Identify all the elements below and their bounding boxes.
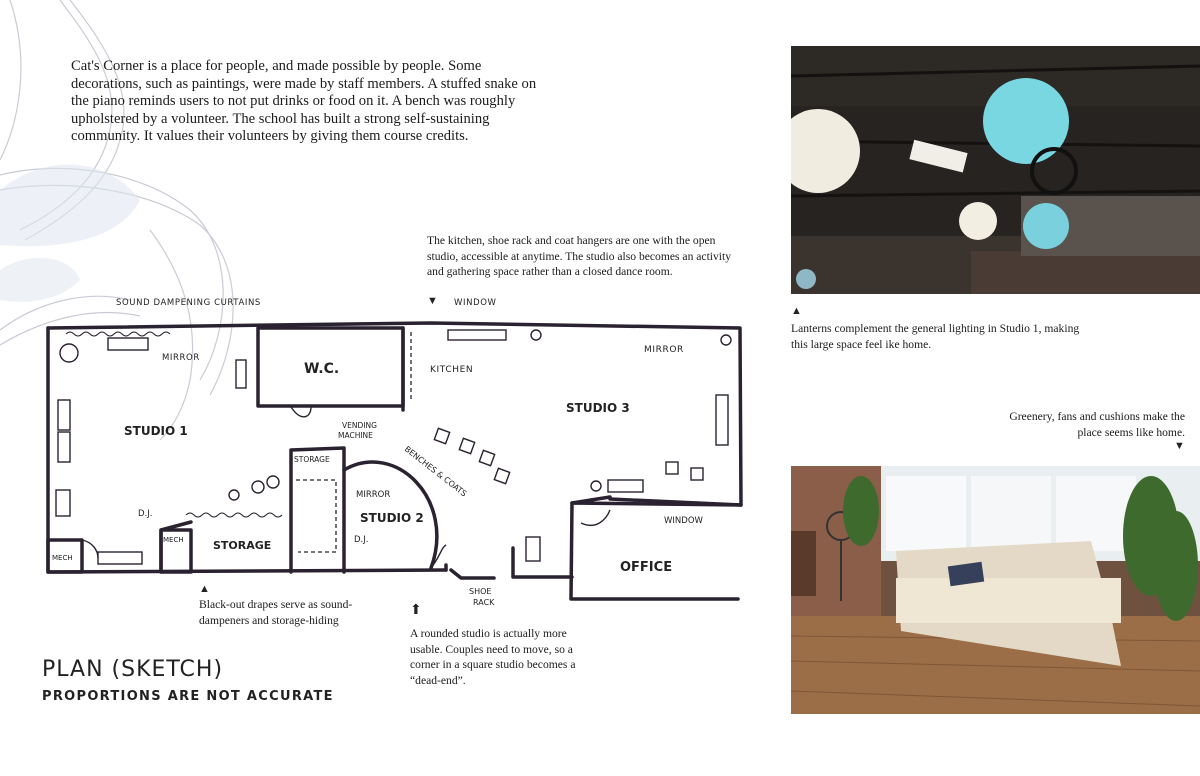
greenery-photo xyxy=(791,466,1200,714)
arrow-down-icon: ▼ xyxy=(427,295,438,307)
label-office: OFFICE xyxy=(620,560,673,575)
label-dj-2: D.J. xyxy=(354,535,369,545)
plan-subtitle: PROPORTIONS ARE NOT ACCURATE xyxy=(42,689,334,704)
label-window-top: WINDOW xyxy=(454,298,497,308)
label-storage: STORAGE xyxy=(213,539,272,552)
label-dj-1: D.J. xyxy=(138,509,153,519)
label-mech-2: MECH xyxy=(163,536,184,544)
label-kitchen: KITCHEN xyxy=(430,365,474,375)
blackout-note: Black-out drapes serve as sound-dampeners and storage-hiding xyxy=(199,598,353,627)
label-storage-small: STORAGE xyxy=(294,455,330,464)
arrow-up-icon: ▲ xyxy=(791,305,802,317)
lanterns-caption: Lanterns complement the general lighting in Studio 1, making this large space feel ike home. xyxy=(791,322,1080,351)
rounded-studio-note: A rounded studio is actually more usable. Couples need to move, so a corner in a square studio becomes a “dead-end”. xyxy=(410,627,576,687)
label-machine: MACHINE xyxy=(338,431,373,440)
label-wc: W.C. xyxy=(304,361,340,377)
arrow-down-icon: ▼ xyxy=(1174,440,1185,452)
label-vending: VENDING xyxy=(342,421,377,430)
label-mirror-3: MIRROR xyxy=(644,345,684,355)
greenery-caption: Greenery, fans and cushions make the place seems like home. xyxy=(1009,410,1185,439)
floor-plan-sketch xyxy=(36,290,756,620)
label-mech-1: MECH xyxy=(52,554,73,562)
label-mirror-2: MIRROR xyxy=(356,490,391,500)
label-studio-3: STUDIO 3 xyxy=(566,401,630,415)
label-studio-1: STUDIO 1 xyxy=(124,424,188,438)
label-shoe: SHOE xyxy=(469,587,492,596)
arrow-up-icon: ⬆ xyxy=(410,603,422,618)
label-mirror-1: MIRROR xyxy=(162,353,200,363)
intro-paragraph: Cat's Corner is a place for people, and made possible by people. Some decorations, such as paintings, were made by staff members. A stuffed snake on the piano reminds users to not put drinks or food on it. A bench was roughly upholstered by a volunteer. The school has built a strong self-sustaining community. It values their volunteers by giving them course credits. xyxy=(71,58,537,145)
label-sound-curtains: SOUND DAMPENING CURTAINS xyxy=(116,298,261,308)
label-window-office: WINDOW xyxy=(664,516,703,526)
plan-title: PLAN (SKETCH) xyxy=(42,657,224,682)
label-studio-2: STUDIO 2 xyxy=(360,511,424,525)
kitchen-note: The kitchen, shoe rack and coat hangers are one with the open studio, accessible at anytime. The studio also becomes an activity and gathering space rather than a closed dance room. xyxy=(427,234,732,279)
label-benches: BENCHES & COATS xyxy=(402,444,469,499)
label-rack: RACK xyxy=(473,598,495,607)
lanterns-photo xyxy=(791,46,1200,294)
arrow-up-icon: ▲ xyxy=(199,583,210,595)
